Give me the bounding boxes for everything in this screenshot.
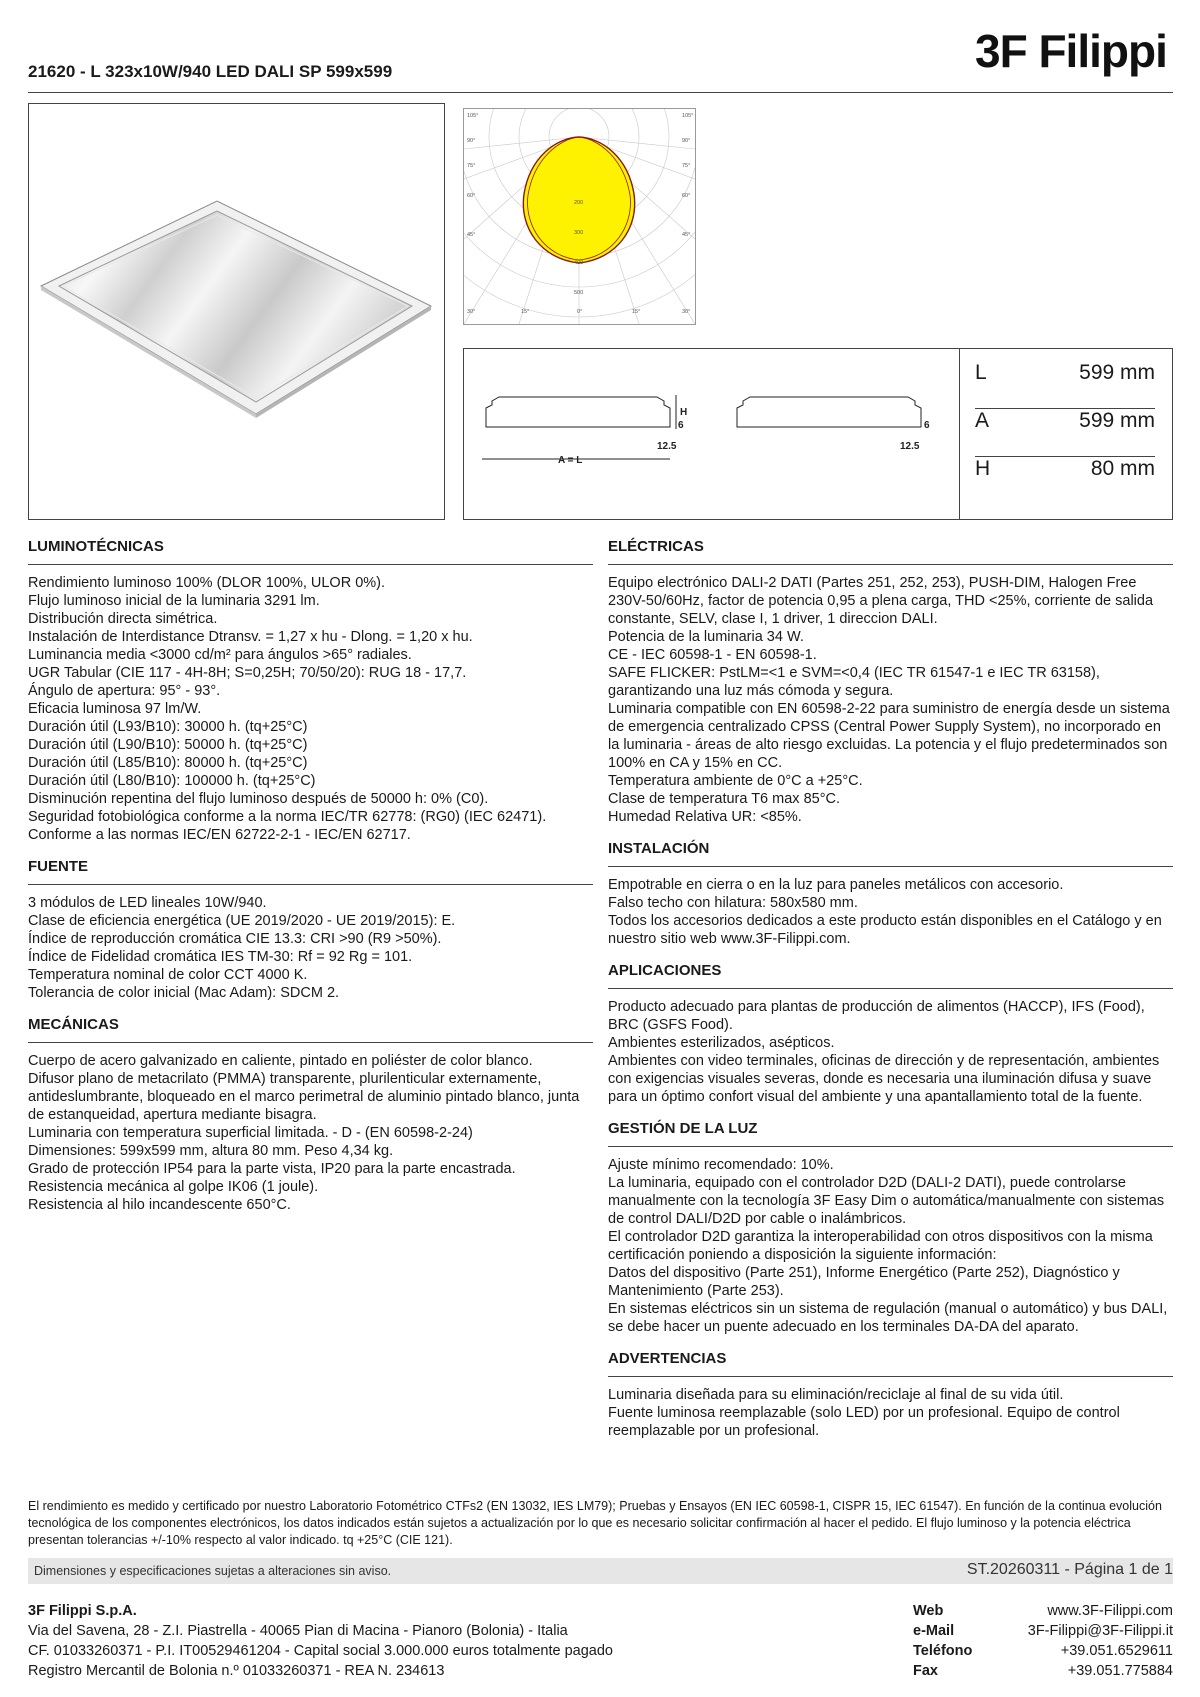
section-heading: FUENTE <box>28 858 593 885</box>
company-info <box>28 1601 613 1681</box>
section-line: Duración útil (L90/B10): 50000 h. (tq+25°C) <box>28 737 308 753</box>
section-line: CE - IEC 60598-1 - EN 60598-1. <box>608 647 817 663</box>
section-line: Producto adecuado para plantas de producción de alimentos (HACCP), IFS (Food), BRC (GSFS Food). <box>608 999 1145 1033</box>
contact-phone: +39.051.6529611 <box>1060 1643 1173 1659</box>
section-line: Empotrable en cierra o en la luz para paneles metálicos con accesorio. <box>608 877 1064 893</box>
polar-angle-right-75: 75° <box>682 163 691 169</box>
polar-diagram <box>463 108 696 325</box>
section-line: Datos del dispositivo (Parte 251), Informe Energético (Parte 252), Diagnóstico y Mantenimiento (Parte 253). <box>608 1265 1120 1299</box>
section-line: Luminaria con temperatura superficial limitada. - D - (EN 60598-2-24) <box>28 1125 473 1141</box>
section-line: Clase de temperatura T6 max 85°C. <box>608 791 840 807</box>
spec-section <box>28 538 593 844</box>
section-line: Todos los accesorios dedicados a este producto están disponibles en el Catálogo y en nuestro sitio web www.3F-Filippi.com. <box>608 913 1162 947</box>
section-body <box>608 1156 1173 1336</box>
section-line: Temperatura ambiente de 0°C a +25°C. <box>608 773 863 789</box>
polar-radial-500: 500 <box>574 290 584 296</box>
dimension-table <box>959 349 1174 519</box>
section-line: Resistencia mecánica al golpe IK06 (1 joule). <box>28 1179 319 1195</box>
section-line: Eficacia luminosa 97 lm/W. <box>28 701 202 717</box>
section-line: Ajuste mínimo recomendado: 10%. <box>608 1157 834 1173</box>
drawing-label-a: A = L <box>558 455 583 466</box>
section-heading: INSTALACIÓN <box>608 840 1173 867</box>
polar-angle-left-75: 75° <box>467 163 476 169</box>
section-line: Ambientes esterilizados, asépticos. <box>608 1035 835 1051</box>
section-line: Índice de Fidelidad cromática IES TM-30: Rf = 92 Rg = 101. <box>28 949 413 965</box>
section-line: La luminaria, equipado con el controlador D2D (DALI-2 DATI), puede controlarse manualmente con la tecnología 3F Easy Dim o automática/manualmente con sistemas de control DALI/D2D por cable o inalámbricos. <box>608 1175 1165 1227</box>
section-heading: APLICACIONES <box>608 962 1173 989</box>
section-line: Dimensiones: 599x599 mm, altura 80 mm. Peso 4,34 kg. <box>28 1143 394 1159</box>
spec-section <box>608 840 1173 948</box>
section-line: Luminancia media <3000 cd/m² para ángulos >65° radiales. <box>28 647 412 663</box>
polar-angle-right-105: 105° <box>682 113 694 119</box>
section-line: SAFE FLICKER: PstLM=<1 e SVM=<0,4 (IEC TR 61547-1 e IEC TR 63158), garantizando una luz más cómoda y segura. <box>608 665 1100 699</box>
polar-angle-right-60: 60° <box>682 193 691 199</box>
company-fiscal: CF. 01033260371 - P.I. IT00529461204 - Capital social 3.000.000 euros totalmente pagado <box>28 1643 613 1659</box>
logo-text: 3F Filippi <box>975 25 1167 77</box>
section-body <box>28 574 593 844</box>
section-body <box>28 1052 593 1214</box>
contact-key-email: e-Mail <box>913 1623 955 1639</box>
section-line: Instalación de Interdistance Dtransv. = 1,27 x hu - Dlong. = 1,20 x hu. <box>28 629 473 645</box>
section-line: Duración útil (L85/B10): 80000 h. (tq+25°C) <box>28 755 308 771</box>
polar-angle-left-105: 105° <box>467 113 479 119</box>
section-line: UGR Tabular (CIE 117 - 4H-8H; S=0,25H; 70/50/20): RUG 18 - 17,7. <box>28 665 467 681</box>
company-address: Via del Savena, 28 - Z.I. Piastrella - 40065 Pian di Macina - Pianoro (Bolonia) - Italia <box>28 1623 568 1639</box>
section-line: Conforme a las normas IEC/EN 62722-2-1 - IEC/EN 62717. <box>28 827 411 843</box>
section-line: Ángulo de apertura: 95° - 93°. <box>28 683 221 699</box>
section-line: Falso techo con hilatura: 580x580 mm. <box>608 895 858 911</box>
disclaimer-text: Dimensiones y especificaciones sujetas a alteraciones sin aviso. <box>34 1564 392 1578</box>
contact-fax: +39.051.775884 <box>1067 1663 1173 1679</box>
polar-bottom-0: 0° <box>577 309 583 315</box>
section-line: Índice de reproducción cromática CIE 13.3: CRI >90 (R9 >50%). <box>28 931 442 947</box>
contact-key-phone: Teléfono <box>913 1643 973 1659</box>
left-column <box>28 538 593 1228</box>
polar-angle-right-45: 45° <box>682 232 691 238</box>
right-column <box>608 538 1173 1454</box>
dimension-row-a <box>975 397 1155 445</box>
contact-key-web: Web <box>913 1603 944 1619</box>
polar-bottom-15-right: 15° <box>632 309 641 315</box>
drawing-label-125a: 12.5 <box>657 441 677 452</box>
contact-keys <box>913 1601 972 1681</box>
section-line: Rendimiento luminoso 100% (DLOR 100%, ULOR 0%). <box>28 575 386 591</box>
product-photo-image <box>29 104 444 519</box>
dimension-value: 599 mm <box>1079 361 1155 384</box>
section-line: Clase de eficiencia energética (UE 2019/2020 - UE 2019/2015): E. <box>28 913 456 929</box>
section-line: Duración útil (L93/B10): 30000 h. (tq+25°C) <box>28 719 308 735</box>
section-line: Flujo luminoso inicial de la luminaria 3291 lm. <box>28 593 320 609</box>
contact-email-link[interactable]: 3F-Filippi@3F-Filippi.it <box>1027 1623 1173 1639</box>
spec-section <box>28 1016 593 1214</box>
dimension-value: 80 mm <box>1090 457 1155 480</box>
section-body <box>608 1386 1173 1440</box>
section-heading: GESTIÓN DE LA LUZ <box>608 1120 1173 1147</box>
company-name: 3F Filippi S.p.A. <box>28 1603 137 1619</box>
dimension-row-h <box>975 445 1155 493</box>
polar-diagram-graphic <box>464 109 695 324</box>
brand-logo <box>975 24 1175 76</box>
section-line: Tolerancia de color inicial (Mac Adam): SDCM 2. <box>28 985 340 1001</box>
polar-angle-left-60: 60° <box>467 193 476 199</box>
dimension-panel <box>463 348 1173 520</box>
contact-web-link[interactable]: www.3F-Filippi.com <box>1047 1603 1173 1619</box>
section-line: 3 módulos de LED lineales 10W/940. <box>28 895 267 911</box>
section-body <box>608 998 1173 1106</box>
polar-bottom-30-left: 30° <box>467 309 476 315</box>
section-line: Ambientes con video terminales, oficinas de dirección y de representación, ambientes con exigencias visuales severas, donde es necesaria una iluminación difusa y suave para un óptimo confort visual del ambiente y una apantallamiento total de la fuente. <box>608 1053 1160 1105</box>
drawing-label-h: H <box>680 407 688 418</box>
section-line: Disminución repentina del flujo luminoso después de 50000 h: 0% (C0). <box>28 791 489 807</box>
section-line: Cuerpo de acero galvanizado en caliente, pintado en poliéster de color blanco. <box>28 1053 533 1069</box>
section-body <box>608 876 1173 948</box>
dimension-row-l <box>975 349 1155 397</box>
section-heading: ELÉCTRICAS <box>608 538 1173 565</box>
section-heading: ADVERTENCIAS <box>608 1350 1173 1377</box>
section-line: Duración útil (L80/B10): 100000 h. (tq+25°C) <box>28 773 316 789</box>
spec-section <box>608 538 1173 826</box>
section-line: Grado de protección IP54 para la parte vista, IP20 para la parte encastrada. <box>28 1161 516 1177</box>
polar-bottom-30-right: 30° <box>682 309 691 315</box>
polar-angle-left-45: 45° <box>467 232 476 238</box>
section-line: Fuente luminosa reemplazable (solo LED) por un profesional. Equipo de control reemplazable por un profesional. <box>608 1405 1120 1439</box>
spec-section <box>608 1350 1173 1440</box>
polar-angle-right-90: 90° <box>682 138 691 144</box>
drawing-label-6a: 6 <box>678 420 684 431</box>
section-line: Distribución directa simétrica. <box>28 611 218 627</box>
section-line: Humedad Relativa UR: <85%. <box>608 809 802 825</box>
section-line: Difusor plano de metacrilato (PMMA) transparente, plurilenticular externamente, antideslumbrante, bloqueado en el marco perimetral de aluminio pintado blanco, junta de estanqueidad, apertura mediante bisagra. <box>28 1071 580 1123</box>
company-registry: Registro Mercantil de Bolonia n.º 01033260371 - REA N. 234613 <box>28 1663 445 1679</box>
spec-section <box>28 858 593 1002</box>
title-divider <box>28 92 1173 93</box>
dimension-key: L <box>975 361 987 384</box>
contact-values <box>1028 1601 1173 1681</box>
section-heading: MECÁNICAS <box>28 1016 593 1043</box>
dimension-value: 599 mm <box>1079 409 1155 432</box>
spec-section <box>608 1120 1173 1336</box>
section-heading: LUMINOTÉCNICAS <box>28 538 593 565</box>
spec-section <box>608 962 1173 1106</box>
polar-radial-400: 400 <box>574 260 584 266</box>
section-line: Seguridad fotobiológica conforme a la norma IEC/TR 62778: (RG0) (IEC 62471). <box>28 809 547 825</box>
measurement-note: El rendimiento es medido y certificado por nuestro Laboratorio Fotométrico CTFs2 (EN 13032, IES LM79); Pruebas y Ensayos (EN IEC 60598-1, CISPR 15, IEC 61547). En función de la continua evolución tecnológica de los componentes electrónicos, los datos indicados están sujetos a actualización por lo que es necesario solicitar confirmación al hacer el pedido. El flujo luminoso y la potencia eléctrica presentan tolerancias +/-10% respecto al valor indicado. tq +25°C (CIE 121). <box>28 1499 1162 1547</box>
drawing-label-6b: 6 <box>924 420 930 431</box>
contact-key-fax: Fax <box>913 1663 938 1679</box>
section-body <box>28 894 593 1002</box>
dimension-key: A <box>975 409 990 432</box>
dimension-drawing <box>464 349 954 519</box>
drawing-label-125b: 12.5 <box>900 441 920 452</box>
section-line: Luminaria diseñada para su eliminación/reciclaje al final de su vida útil. <box>608 1387 1064 1403</box>
product-photo <box>28 103 445 520</box>
page-title: 21620 - L 323x10W/940 LED DALI SP 599x599 <box>28 62 393 81</box>
section-line: Resistencia al hilo incandescente 650°C. <box>28 1197 291 1213</box>
section-line: Potencia de la luminaria 34 W. <box>608 629 804 645</box>
section-line: En sistemas eléctricos sin un sistema de regulación (manual o automático) y bus DALI, se debe hacer un puente adecuado en los terminales DA-DA del aparato. <box>608 1301 1168 1335</box>
polar-radial-200: 200 <box>574 200 584 206</box>
polar-bottom-15-left: 15° <box>521 309 530 315</box>
polar-angle-left-90: 90° <box>467 138 476 144</box>
section-line: Equipo electrónico DALI-2 DATI (Partes 251, 252, 253), PUSH-DIM, Halogen Free 230V-50/60Hz, factor de potencia 0,95 a plena carga, THD <25%, corriente de salida constante, SELV, clase I, 1 driver, 1 direccion DALI. <box>608 575 1154 627</box>
section-body <box>608 574 1173 826</box>
dimension-key: H <box>975 457 991 480</box>
section-line: Luminaria compatible con EN 60598-2-22 para suministro de energía desde un sistema de emergencia centralizado CPSS (Central Power Supply System), no incorporado en la luminaria - áreas de alto riesgo excluidas. La potencia y el flujo predeterminados son 100% en CA y 15% en CC. <box>608 701 1170 771</box>
section-line: El controlador D2D garantiza la interoperabilidad con otros dispositivos con la misma certificación poniendo a disposición la siguiente información: <box>608 1229 1153 1263</box>
polar-radial-300: 300 <box>574 230 584 236</box>
document-code: ST.20260311 - Página 1 de 1 <box>966 1561 1173 1578</box>
section-line: Temperatura nominal de color CCT 4000 K. <box>28 967 308 983</box>
